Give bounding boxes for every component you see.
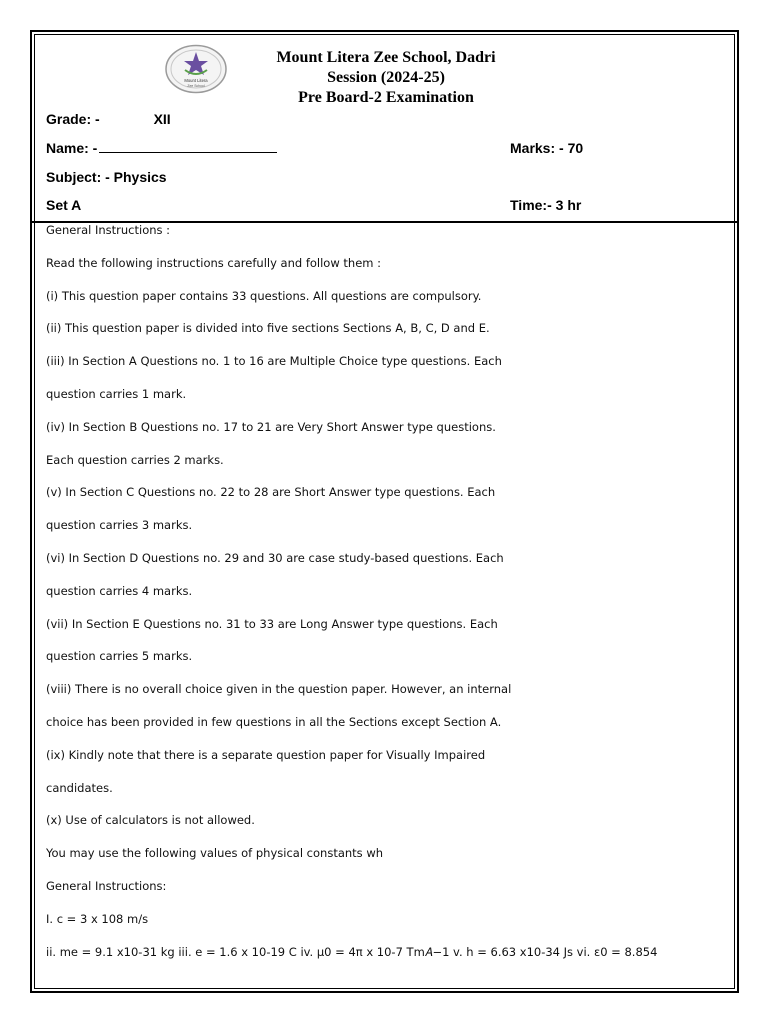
instruction-line: General Instructions: — [46, 878, 167, 893]
name-field — [46, 139, 277, 157]
grade-value: XII — [153, 111, 171, 127]
instruction-line: (vii) In Section E Questions no. 31 to 33 are Long Answer type questions. Each — [46, 616, 498, 631]
instruction-line: Read the following instructions carefully and follow them : — [46, 255, 382, 270]
instruction-line: (v) In Section C Questions no. 22 to 28 are Short Answer type questions. Each — [46, 485, 496, 500]
instruction-line: (ix) Kindly note that there is a separate question paper for Visually Impaired — [46, 747, 486, 762]
school-heading — [236, 48, 536, 108]
school-name: Mount Litera Zee School, Dadri — [276, 49, 496, 66]
instruction-line: (vi) In Section D Questions no. 29 and 30 are case study-based questions. Each — [46, 550, 504, 565]
instruction-line: question carries 4 marks. — [46, 583, 193, 598]
instruction-line: (i) This question paper contains 33 questions. All questions are compulsory. — [46, 288, 482, 303]
instruction-line: question carries 3 marks. — [46, 518, 193, 533]
marks-field: Marks: - 70 — [510, 140, 584, 156]
instruction-line: Each question carries 2 marks. — [46, 452, 224, 467]
instruction-line: question carries 5 marks. — [46, 649, 193, 664]
instruction-line: (x) Use of calculators is not allowed. — [46, 813, 255, 828]
subject-field: Subject: - Physics — [46, 169, 167, 185]
time-field: Time:- 3 hr — [510, 197, 582, 213]
instruction-line: question carries 1 mark. — [46, 386, 187, 401]
instruction-line: General Instructions : — [46, 223, 171, 237]
instruction-line: ii. me = 9.1 x10-31 kg iii. e = 1.6 x 10-19 C iv. μ0 = 4π x 10-7 Tm𝐴−1 v. h = 6.63 x10-34 Js vi. ε0 = 8.854 — [46, 944, 658, 959]
general-instructions — [46, 224, 726, 978]
instruction-line: (iv) In Section B Questions no. 17 to 21 are Very Short Answer type questions. — [46, 419, 496, 434]
instruction-line: choice has been provided in few questions in all the Sections except Section A. — [46, 714, 502, 729]
name-label: Name: - — [46, 140, 98, 156]
name-blank-line — [99, 139, 277, 153]
grade-field — [46, 110, 171, 128]
instruction-line: (viii) There is no overall choice given in the question paper. However, an internal — [46, 682, 512, 697]
session: Session (2024-25) — [327, 69, 445, 86]
set-field: Set A — [46, 197, 82, 213]
instruction-line: You may use the following values of physical constants wh — [46, 846, 384, 861]
logo-text-top: Mount Litera — [184, 78, 208, 83]
grade-label: Grade: - — [46, 111, 100, 127]
exam-title: Pre Board-2 Examination — [298, 89, 474, 106]
instruction-line: candidates. — [46, 780, 113, 795]
school-logo — [165, 44, 227, 94]
instruction-line: I. c = 3 x 108 m/s — [46, 911, 149, 926]
instruction-line: (iii) In Section A Questions no. 1 to 16 are Multiple Choice type questions. Each — [46, 354, 502, 369]
instruction-line: (ii) This question paper is divided into five sections Sections A, B, C, D and E. — [46, 321, 490, 336]
logo-text-bottom: Zee School — [187, 84, 205, 88]
